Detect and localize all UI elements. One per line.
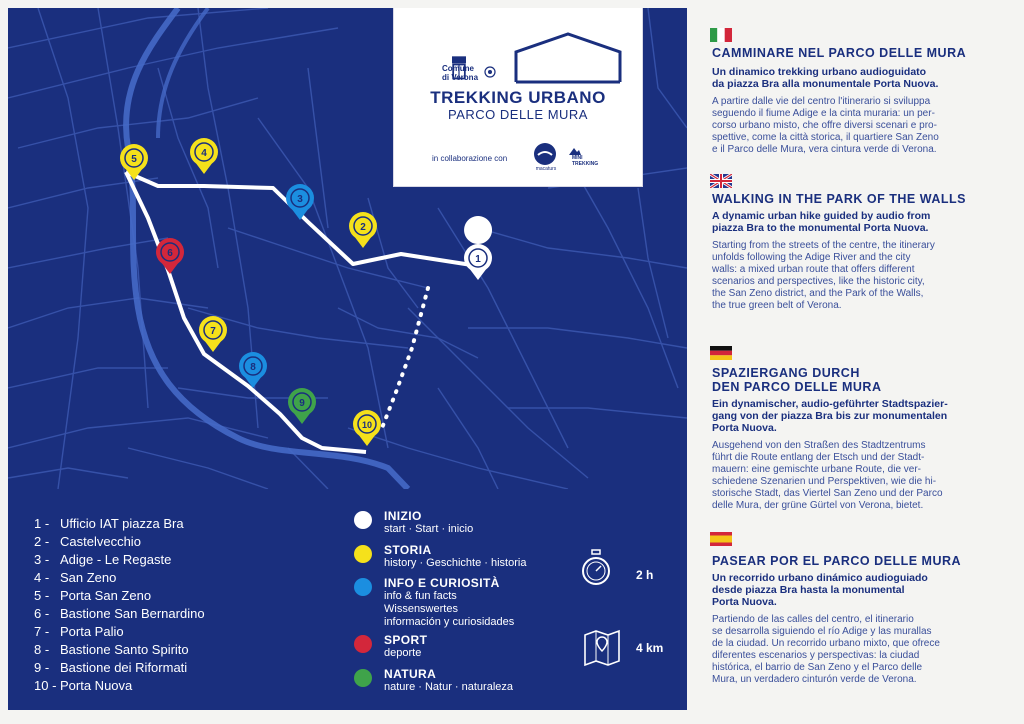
marker-6[interactable] xyxy=(156,238,184,274)
marker-10-label: 10 xyxy=(361,420,373,430)
marker-8-label: 8 xyxy=(250,362,256,373)
section-body: Ausgehend von den Straßen des Stadtzentrums führt die Route entlang der Etsch und der Stadt- mauern: eine gemischte urbane Route, die ver- schiedene Szenarien und Perspektiven, wie die hi- storische Stadt, das Viertel San Zeno und der Parco delle Mura, der grüne Gürtel von Verona, bietet. xyxy=(712,440,943,511)
marker-2[interactable] xyxy=(349,212,377,248)
house-outline-icon xyxy=(508,30,628,88)
map-pin-icon xyxy=(582,627,622,667)
legend-panel: 1 - Ufficio IAT piazza Bra 2 - Castelvecchio 3 - Adige - Le Regaste 4 - San Zeno 5 - Porta San Zeno 6 - Bastione San Bernardino 7 - Porta Palio 8 - Bastione Santo Spirito 9 - Bastione dei Riformati 10 - Porta Nuova INIZIO start · Start · inicio STORIA history · Geschichte · historia INFO E CURIOSITÀ info & fun facts Wissenswertes información y curiosidades SPORT deporte NATURA nature · Natur · naturaleza 2 h 4 km xyxy=(8,489,687,710)
section-lead: A dynamic urban hike guided by audio from piazza Bra to the monumental Porta Nuova. xyxy=(712,210,931,234)
section-body: Partiendo de las calles del centro, el itinerario se desarrolla siguiendo el río Adige y las murallas de la ciudad. Un recorrido urbano mixto, que ofrece diferentes escenarios y perspectivas: la ciudad histórica, el barrio de San Zeno y el Parco delle Mura, un verdadero cinturón verde de Verona. xyxy=(712,614,940,685)
list-item: 8 - Bastione Santo Spirito xyxy=(34,642,189,657)
marker-4-label: 4 xyxy=(201,148,207,159)
brochure-title: TREKKING URBANO xyxy=(430,88,606,107)
section-title: WALKING IN THE PARK OF THE WALLS xyxy=(712,192,966,206)
marker-3-label: 3 xyxy=(297,194,303,205)
stopwatch-icon xyxy=(580,549,612,587)
germany-flag-icon xyxy=(710,346,732,360)
marker-7[interactable] xyxy=(199,316,227,352)
brochure-subtitle: PARCO DELLE MURA xyxy=(448,107,588,122)
section-lead: Un recorrido urbano dinámico audioguiado desde piazza Bra hasta la monumental Porta Nuova. xyxy=(712,572,928,608)
category-dot-icon xyxy=(354,578,372,596)
spain-flag-icon xyxy=(710,532,732,546)
category-dot-icon xyxy=(354,545,372,563)
marker-9-label: 9 xyxy=(299,398,305,409)
unesco-icon xyxy=(484,66,496,78)
list-item: 4 - San Zeno xyxy=(34,570,117,585)
comune-label xyxy=(442,64,478,82)
marker-3[interactable] xyxy=(286,184,314,220)
comune-line1: Comune xyxy=(442,64,474,73)
marker-7-label: 7 xyxy=(210,326,216,337)
uk-flag-icon xyxy=(710,174,732,188)
marker-1[interactable] xyxy=(464,216,492,280)
list-item: 3 - Adige - Le Regaste xyxy=(34,552,172,567)
marker-2-label: 2 xyxy=(360,222,366,233)
poi-list xyxy=(34,515,205,695)
list-item: 6 - Bastione San Bernardino xyxy=(34,606,205,621)
section-lead: Un dinamico trekking urbano audioguidato da piazza Bra alla monumentale Porta Nuova. xyxy=(712,66,939,90)
category-dot-icon xyxy=(354,511,372,529)
marker-1-label: 1 xyxy=(475,254,481,265)
category-dot-icon xyxy=(354,669,372,687)
section-title: CAMMINARE NEL PARCO DELLE MURA xyxy=(712,46,967,60)
marker-5-label: 5 xyxy=(131,154,137,165)
marker-4[interactable] xyxy=(190,138,218,174)
marker-10[interactable] xyxy=(353,410,381,446)
partner2-label: MINI TREKKING xyxy=(572,155,599,167)
section-title: PASEAR POR EL PARCO DELLE MURA xyxy=(712,554,962,568)
list-item: 5 - Porta San Zeno xyxy=(34,588,152,603)
section-title: SPAZIERGANG DURCH DEN PARCO DELLE MURA xyxy=(712,366,882,394)
marker-6-label: 6 xyxy=(167,248,173,259)
comune-line2: di Verona xyxy=(442,73,479,82)
list-item: 2 - Castelvecchio xyxy=(34,534,141,549)
list-item: 10 - Porta Nuova xyxy=(34,678,133,693)
macaturs-logo-icon xyxy=(532,142,558,166)
duration-value: 2 h xyxy=(636,568,654,582)
list-item: 1 - Ufficio IAT piazza Bra xyxy=(34,516,184,531)
section-body: A partire dalle vie del centro l'itinerario si sviluppa seguendo il fiume Adige e la cinta muraria: un per- corso urbano misto, che offre diversi scenari e pro- spettive, come la città storica, il quartiere San Zeno e il Parco delle Mura, vera cintura verde di Verona. xyxy=(712,96,939,155)
category-dot-icon xyxy=(354,635,372,653)
section-lead: Ein dynamischer, audio-geführter Stadtspazier- gang von der piazza Bra bis zur monumentalen Porta Nuova. xyxy=(712,398,948,434)
collab-text: in collaborazione con xyxy=(432,154,508,163)
section-body: Starting from the streets of the centre, the itinerary unfolds following the Adige River and the city walls: a mixed urban route that offers different scenarios and perspectives, like the historic city, the San Zeno district, and the Park of the Walls, the true green belt of Verona. xyxy=(712,240,935,311)
list-item: 7 - Porta Palio xyxy=(34,624,124,639)
title-card xyxy=(394,8,642,186)
partner1-label: macaturs xyxy=(535,166,557,172)
route-dotted-link xyxy=(382,288,428,428)
list-item: 9 - Bastione dei Riformati xyxy=(34,660,188,675)
italy-flag-icon xyxy=(710,28,732,42)
distance-value: 4 km xyxy=(636,641,664,655)
marker-9[interactable] xyxy=(288,388,316,424)
